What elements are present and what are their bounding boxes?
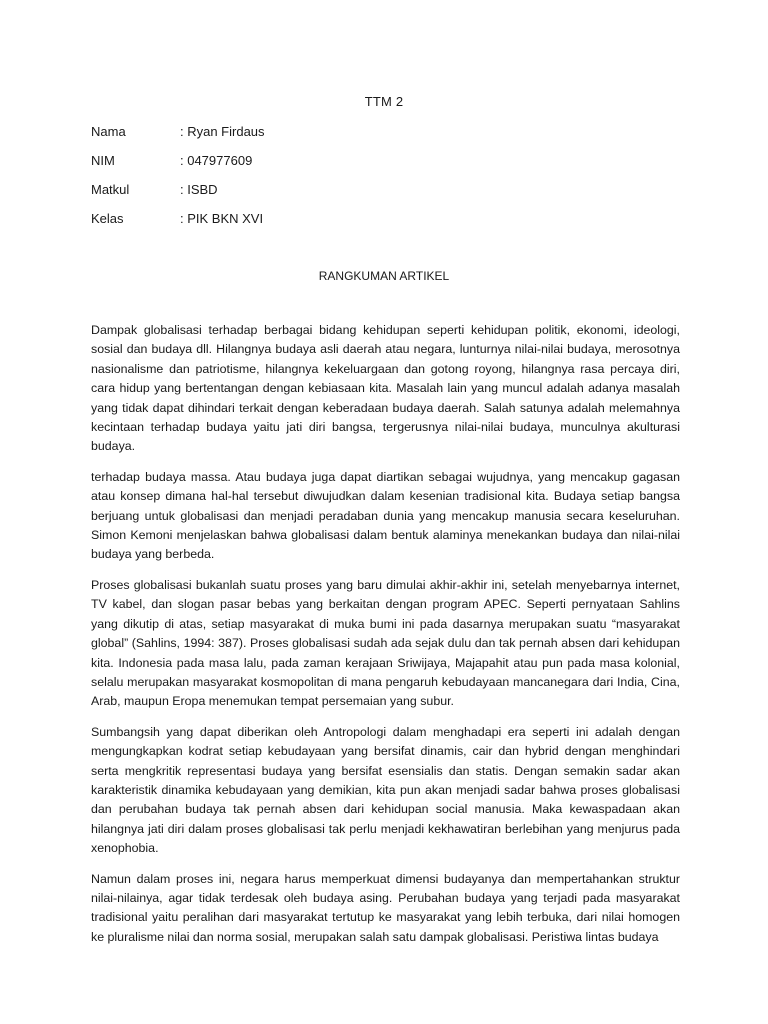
paragraph: Dampak globalisasi terhadap berbagai bidang kehidupan seperti kehidupan politik, ekonomi, ideologi, sosial dan budaya dll. Hilangnya budaya asli daerah atau negara, lunturnya nilai-nilai budaya, merosotnya nasionalisme dan patriotisme, hilangnya kekeluargaan dan gotong royong, hilangnya rasa percaya diri, cara hidup yang bertentangan dengan kebiasaan kita. Masalah lain yang muncul adalah adanya masalah yang tidak dapat dihindari terkait dengan keberadaan budaya daerah. Salah satunya adalah melemahnya kecintaan terhadap budaya yaitu jati diri bangsa, tergerusnya nilai-nilai budaya, munculnya akulturasi budaya.: [91, 323, 680, 454]
paragraph: Namun dalam proses ini, negara harus memperkuat dimensi budayanya dan mempertahankan struktur nilai-nilainya, agar tidak terdesak oleh budaya asing. Perubahan budaya yang terjadi pada masyarakat tradisional yaitu peralihan dari masyarakat tertutup ke masyarakat yang lebih terbuka, dari nilai homogen ke pluralisme nilai dan norma sosial, merupakan salah satu dampak globalisasi. Peristiwa lintas budaya: [91, 871, 680, 944]
identity-value: : ISBD: [180, 182, 218, 197]
identity-value: : Ryan Firdaus: [180, 124, 265, 139]
document-title: TTM 2: [364, 94, 404, 109]
section-title: RANGKUMAN ARTIKEL: [318, 269, 450, 283]
article-body: [91, 321, 680, 958]
paragraph: Proses globalisasi bukanlah suatu proses yang baru dimulai akhir-akhir ini, setelah menyebarnya internet, TV kabel, dan slogan pasar bebas yang berkaitan dengan program APEC. Seperti pernyataan Sahlins yang dikutip di atas, setiap masyarakat di muka bumi ini pada dasarnya merupakan suatu “masyarakat global” (Sahlins, 1994: 387). Proses globalisasi sudah ada sejak dulu dan tak pernah absen dari kehidupan kita. Indonesia pada masa lalu, pada zaman kerajaan Sriwijaya, Majapahit atau pun pada masa kolonial, selalu merupakan masyarakat kosmopolitan di mana pengaruh kebudayaan mancanegara dari India, Cina, Arab, maupun Eropa menemukan tempat persemaian yang subur.: [91, 577, 680, 709]
paragraph: Sumbangsih yang dapat diberikan oleh Antropologi dalam menghadapi era seperti ini adalah dengan mengungkapkan kodrat setiap kebudayaan yang bersifat dinamis, cair dan hybrid dengan menghindari serta mengkritik representasi budaya yang bersifat esensialis dan statis. Dengan semakin sadar akan karakteristik dinamika kebudayaan yang demikian, kita pun akan menjadi sadar bahwa proses globalisasi dan perubahan budaya tak pernah absen dari kehidupan social manusia. Maka kewaspadaan akan hilangnya jati diri dalam proses globalisasi tak perlu menjadi kekhawatiran berlebihan yang menjurus pada xenophobia.: [91, 724, 680, 856]
identity-row-nama: [91, 124, 480, 153]
identity-label: Kelas: [91, 211, 124, 226]
identity-label: Matkul: [91, 182, 130, 197]
identity-row-nim: [91, 153, 480, 182]
identity-label: Nama: [91, 124, 126, 139]
identity-row-kelas: [91, 211, 480, 240]
identity-table: [91, 124, 480, 240]
identity-value: : 047977609: [180, 153, 253, 168]
identity-row-matkul: [91, 182, 480, 211]
paragraph: terhadap budaya massa. Atau budaya juga dapat diartikan sebagai wujudnya, yang mencakup gagasan atau konsep dimana hal-hal tersebut diwujudkan dalam kesenian tradisional kita. Budaya setiap bangsa berjuang untuk globalisasi dan menjadi peradaban dunia yang mencakup manusia secara keseluruhan. Simon Kemoni menjelaskan bahwa globalisasi dalam bentuk alaminya menekankan budaya dan nilai-nilai budaya yang berbeda.: [91, 469, 680, 562]
identity-label: NIM: [91, 153, 115, 168]
identity-value: : PIK BKN XVI: [180, 211, 264, 226]
